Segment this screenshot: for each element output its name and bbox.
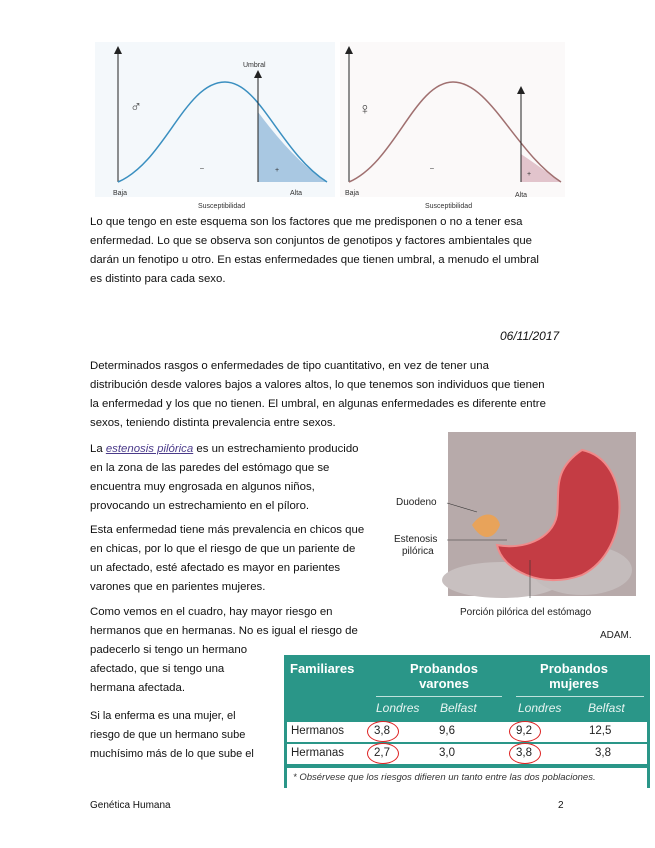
svg-text:Alta: Alta [290,190,303,197]
line: Lo que tengo en este esquema son los factores que me predisponen o no a tener esa [90,216,523,228]
line: hermana afectada. [90,682,185,694]
svg-text:Susceptibilidad: Susceptibilidad [198,203,246,210]
table-note: * Obsérvese que los riesgos difieren un tanto entre las dos poblaciones. [287,768,647,788]
paragraph-thresholds [90,213,539,289]
svg-text:Estenosis: Estenosis [394,534,438,545]
line: padecerlo si tengo un hermano [90,644,248,656]
sub-belfast: Belfast [440,701,477,715]
date: 06/11/2017 [500,329,560,343]
line: afectado, que si tengo una [90,663,225,675]
risk-table [284,655,650,788]
table-row: Hermanas 2,7 3,0 3,8 3,8 [287,744,647,764]
svg-text:+: + [527,171,532,178]
paragraph-prevalence [90,521,364,597]
line: provocando un estrechamiento en el píloro. [90,500,310,512]
table-row: Hermanos 3,8 9,6 9,2 12,5 [287,722,647,742]
line: encuentra muy engrosada en algunos niños, [90,481,315,493]
line: Determinados rasgos o enfermedades de tipo cuantitativo, en vez de tener una [90,360,489,372]
line: en chicas, por lo que el riesgo de que un pariente de [90,543,356,555]
line: La estenosis pilórica es un estrechamiento producido [90,443,359,455]
line: distribución desde valores bajos a valores altos, lo que tenemos son individuos que tienen [90,379,545,391]
svg-text:Baja: Baja [113,190,128,197]
line: en la zona de las paredes del estómago que se [90,462,330,474]
stomach-illustration [382,430,650,645]
sub-londres: Londres [376,701,420,715]
line: enfermedad. Lo que se observa son conjuntos de genotipos y factores ambientales que [90,235,532,247]
line: varones que en parientes mujeres. [90,581,266,593]
svg-text:pilórica: pilórica [402,546,434,557]
svg-text:ADAM.: ADAM. [600,630,632,641]
footer-title: Genética Humana [90,800,171,811]
stenosis-link[interactable]: estenosis pilórica [105,443,194,455]
line: un afectado, esté afectado es mayor en parientes [90,562,341,574]
sub-londres: Londres [518,701,562,715]
line: muchísimo más de lo que sube el [90,748,254,760]
svg-text:–: – [200,165,204,172]
line: riesgo de que un hermano sube [90,729,246,741]
page-number: 2 [558,800,564,811]
line: sexos, teniendo distinta prevalencia entre sexos. [90,417,336,429]
line: Como vemos en el cuadro, hay mayor riesgo en [90,606,333,618]
line: hermanos que en hermanas. No es igual el riesgo de [90,625,358,637]
paragraph-quantitative [90,357,546,433]
header-mujeres: Probandos mujeres [540,661,608,691]
line: darán un fenotipo u otro. En estas enfermedades que tienen umbral, a menudo el umbral [90,254,539,266]
header-varones: Probandos varones [410,661,478,691]
svg-text:Umbral: Umbral [243,62,266,69]
paragraph-stenosis [90,440,358,516]
svg-text:♂: ♂ [130,99,142,116]
line: es distinto para cada sexo. [90,273,226,285]
svg-text:Alta: Alta [515,192,528,199]
svg-text:♀: ♀ [359,101,371,118]
sub-belfast: Belfast [588,701,625,715]
svg-text:Susceptibilidad: Susceptibilidad [425,203,473,210]
threshold-figure [95,42,565,210]
svg-text:+: + [275,167,280,174]
paragraph-female [90,707,254,764]
line: Si la enferma es una mujer, el [90,710,236,722]
line: Esta enfermedad tiene más prevalencia en chicos que [90,524,365,536]
svg-text:Duodeno: Duodeno [396,497,437,508]
line: la enfermedad y los que no tienen. El umbral, en algunas enfermedades es diferente entre [90,398,546,410]
header-familiares: Familiares [290,661,355,676]
svg-text:Baja: Baja [345,190,360,197]
svg-text:–: – [430,165,434,172]
svg-text:Porción pilórica del estómago: Porción pilórica del estómago [460,607,592,618]
